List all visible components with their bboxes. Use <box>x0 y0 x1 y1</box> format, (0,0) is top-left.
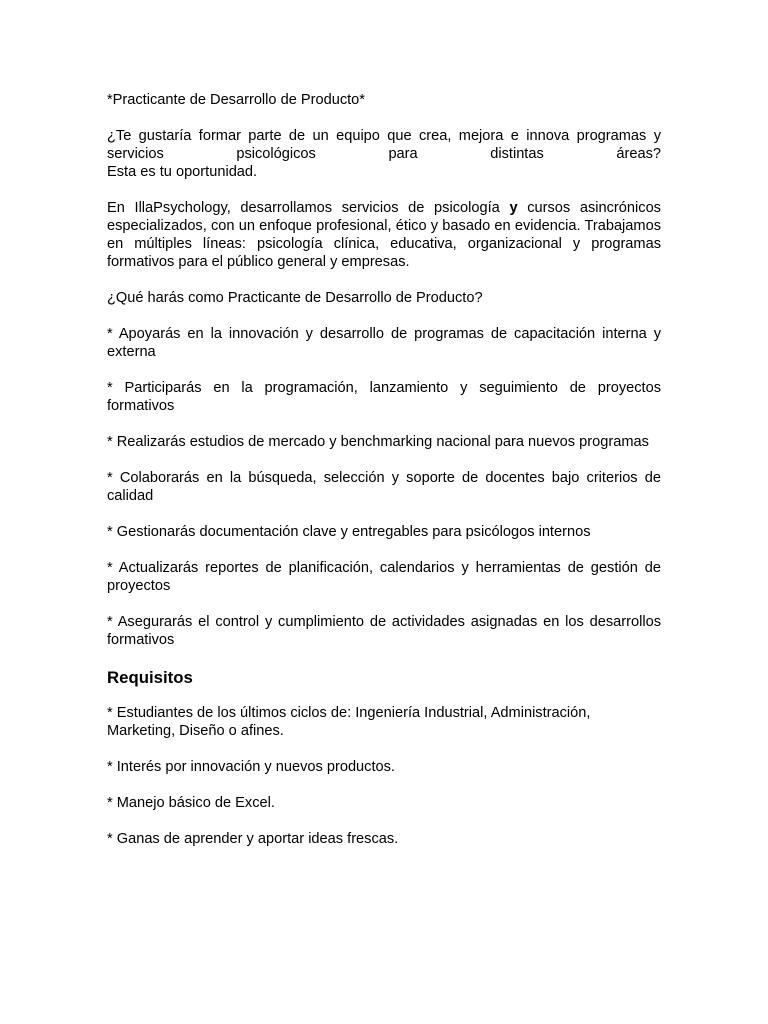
requirement-item: * Manejo básico de Excel. <box>107 795 275 811</box>
task-item: * Actualizarás reportes de planificación, calendarios y herramientas de gestión de proyectos <box>107 560 661 594</box>
task-item: * Participarás en la programación, lanzamiento y seguimiento de proyectos formativos <box>107 380 661 414</box>
intro-line-3: Esta es tu oportunidad. <box>107 164 258 180</box>
task-item: * Apoyarás en la innovación y desarrollo de programas de capacitación interna y externa <box>107 326 661 360</box>
job-title-line: *Practicante de Desarrollo de Producto* <box>107 92 365 108</box>
task-item: * Asegurarás el control y cumplimiento de actividades asignadas en los desarrollos formativos <box>107 614 661 648</box>
task-item: * Colaborarás en la búsqueda, selección y soporte de docentes bajo criterios de calidad <box>107 470 661 504</box>
intro-paragraph <box>107 127 661 181</box>
requirement-item: * Interés por innovación y nuevos productos. <box>107 759 395 775</box>
requirements-heading: Requisitos <box>107 668 193 687</box>
about-text-part-1: En IllaPsychology, desarrollamos servicios de psicología <box>107 200 510 216</box>
about-text-part-2: cursos asincrónicos especializados, con un enfoque profesional, ético y basado en evidencia. Trabajamos en múltiples líneas: psicología clínica, educativa, organizacional y programas formativos para el público general y empresas. <box>107 200 661 270</box>
requirement-item: * Ganas de aprender y aportar ideas frescas. <box>107 831 399 847</box>
task-item: * Gestionarás documentación clave y entregables para psicólogos internos <box>107 524 591 540</box>
document-page <box>107 91 661 866</box>
about-bold-word: y <box>509 200 518 216</box>
task-item: * Realizarás estudios de mercado y benchmarking nacional para nuevos programas <box>107 434 649 450</box>
requirement-item: * Estudiantes de los últimos ciclos de: Ingeniería Industrial, Administración, Marketing, Diseño o afines. <box>107 705 591 739</box>
tasks-question: ¿Qué harás como Practicante de Desarrollo de Producto? <box>107 290 483 306</box>
intro-line-2: servicios psicológicos para distintas áreas? <box>107 146 661 162</box>
about-paragraph <box>107 199 661 271</box>
intro-line-1: ¿Te gustaría formar parte de un equipo que crea, mejora e innova programas y <box>107 128 661 144</box>
